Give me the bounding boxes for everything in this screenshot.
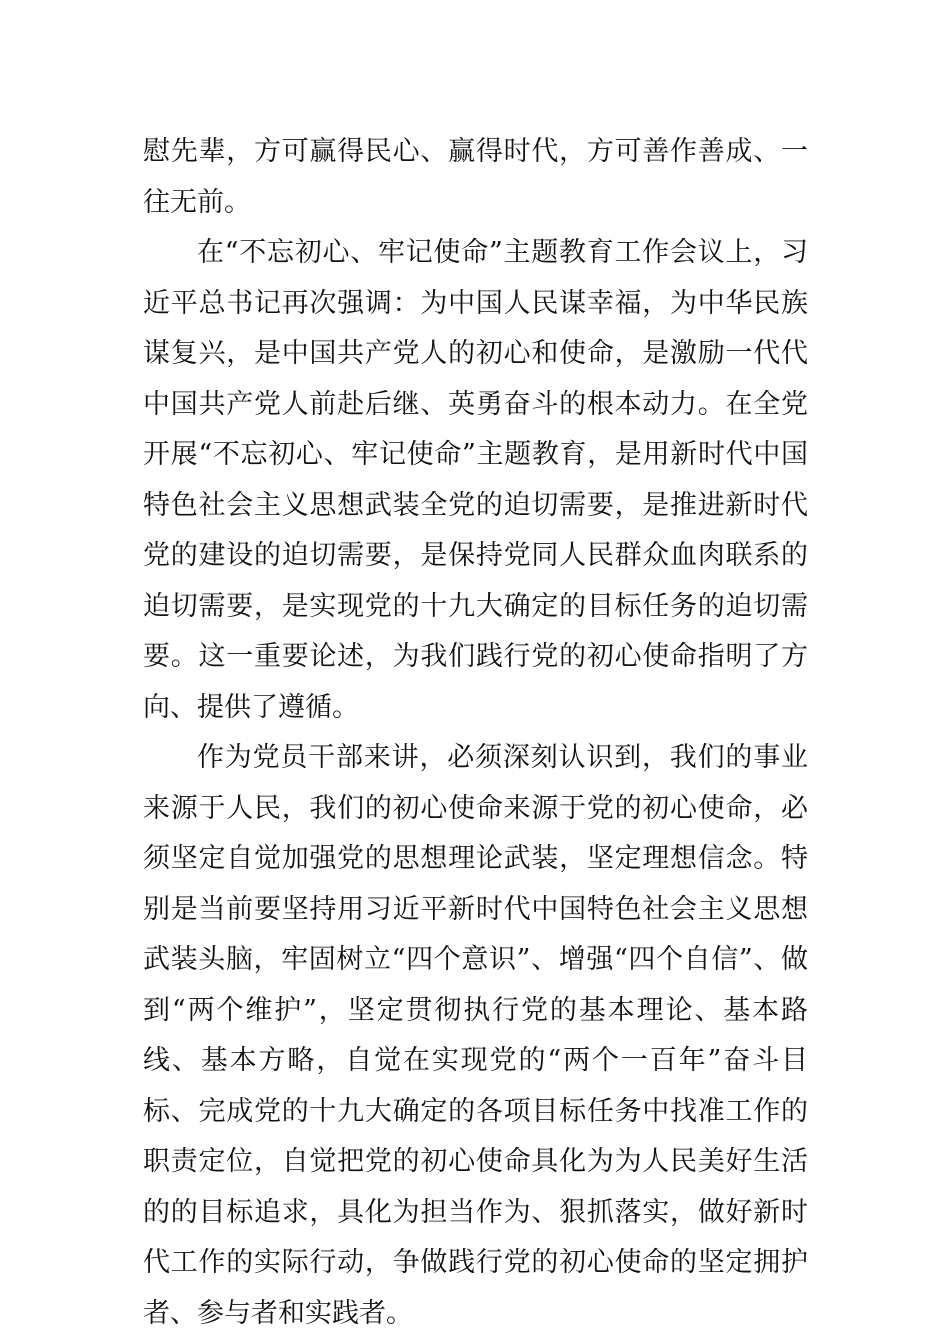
paragraph-meeting-remarks: 在“不忘初心、牢记使命”主题教育工作会议上，习近平总书记再次强调：为中国人民谋幸福，为中华民族谋复兴，是中国共产党人的初心和使命，是激励一代代中国共产党人前赴后继、英勇奋斗的根本动力。在全党开展“不忘初心、牢记使命”主题教育，是用新时代中国特色社会主义思想武装全党的迫切需要，是推进新时代党的建设的迫切需要，是保持党同人民群众血肉联系的迫切需要，是实现党的十九大确定的目标任务的迫切需要。这一重要论述，为我们践行党的初心使命指明了方向、提供了遵循。 <box>143 237 808 723</box>
paragraph-party-cadres: 作为党员干部来讲，必须深刻认识到，我们的事业来源于人民，我们的初心使命来源于党的初心使命，必须坚定自觉加强党的思想理论武装，坚定理想信念。特别是当前要坚持用习近平新时代中国特色社会主义思想武装头脑，牢固树立“四个意识”、增强“四个自信”、做到“两个维护”，坚定贯彻执行党的基本理论、基本路线、基本方略，自觉在实现党的“两个一百年”奋斗目标、完成党的十九大确定的各项目标任务中找准工作的职责定位，自觉把党的初心使命具化为为人民美好生活的的目标追求，具化为担当作为、狠抓落实，做好新时代工作的实际行动，争做践行党的初心使命的坚定拥护者、参与者和实践者。 <box>143 742 808 1329</box>
paragraph-continued: 慰先辈，方可赢得民心、赢得时代，方可善作善成、一往无前。 <box>143 136 808 218</box>
document-body <box>143 127 808 1339</box>
